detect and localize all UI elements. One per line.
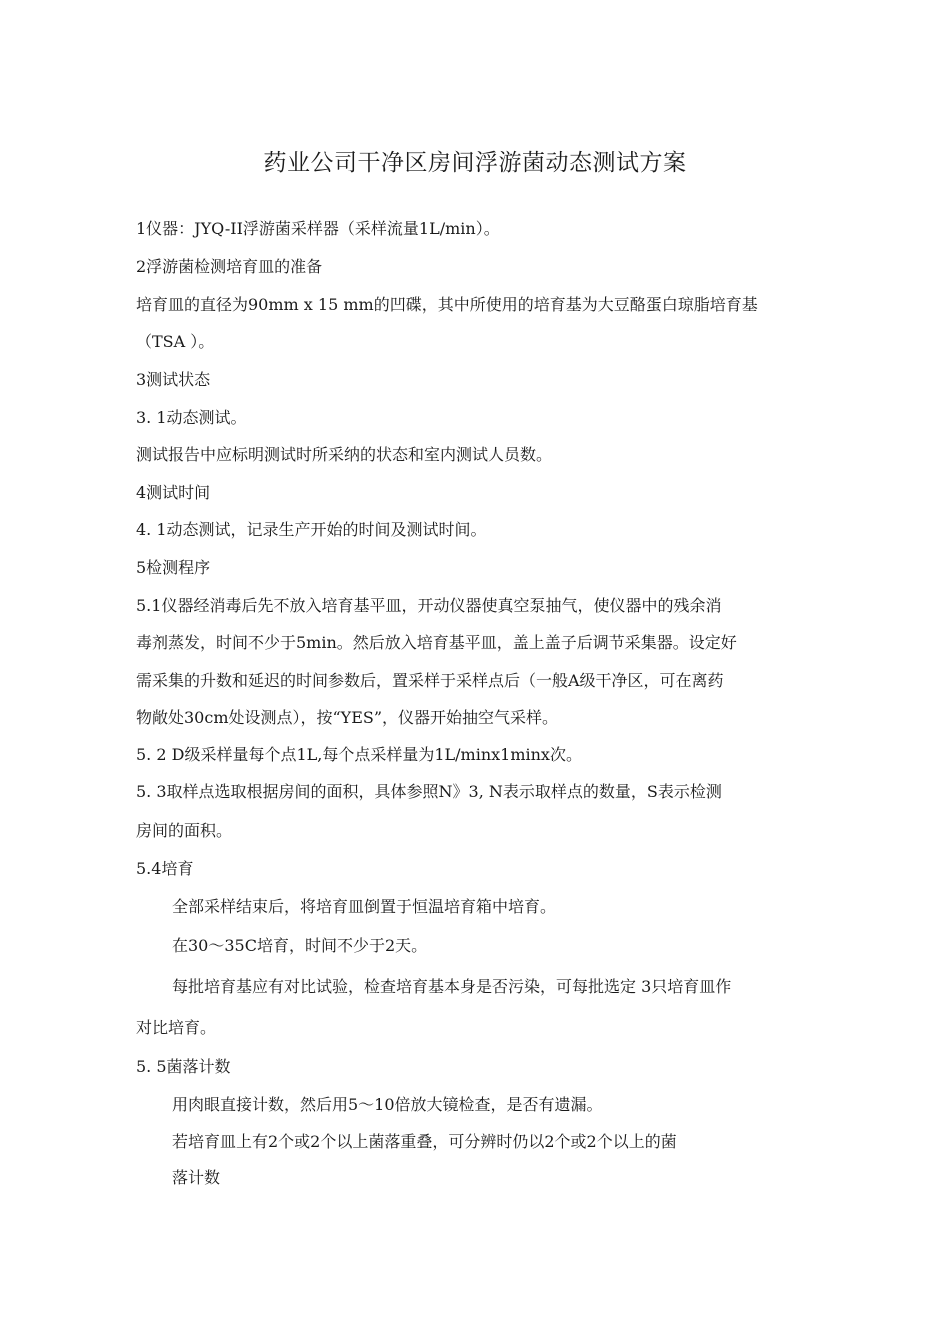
text-line: 测试报告中应标明测试时所采纳的状态和室内测试人员数。 [136,445,553,464]
text-line: 需采集的升数和延迟的时间参数后，置采样于采样点后（一般A级干净区，可在离药 [136,671,724,690]
document-title: 药业公司干净区房间浮游菌动态测试方案 [263,150,687,176]
text-line: （TSA ）。 [136,332,215,351]
text-line: 毒剂蒸发，时间不少于5min。然后放入培育基平皿，盖上盖子后调节采集器。设定好 [136,633,737,652]
text-line: 物敞处30cm处设测点），按“YES”，仪器开始抽空气采样。 [136,708,559,727]
text-line: 用肉眼直接计数，然后用5〜10倍放大镜检查，是否有遗漏。 [172,1095,603,1114]
heading-procedure: 5检测程序 [136,558,211,577]
text-line: 5. 3取样点选取根据房间的面积，具体参照N》3, N表示取样点的数量，S表示检测 [136,782,722,801]
heading-test-state: 3测试状态 [136,370,211,389]
text-line: 4. 1动态测试，记录生产开始的时间及测试时间。 [136,520,487,539]
text-line: 若培育皿上有2个或2个以上菌落重叠，可分辨时仍以2个或2个以上的菌 [172,1132,677,1151]
text-line: 3. 1动态测试。 [136,408,247,427]
heading-dish-preparation: 2浮游菌检测培育皿的准备 [136,257,323,276]
text-line-instrument: 1仪器：JYQ-II浮游菌采样器（采样流量1L/min）。 [136,219,500,238]
text-line: 培育皿的直径为90mm x 15 mm的凹碟，其中所使用的培育基为大豆酪蛋白琼脂培育基 [136,295,758,314]
text-line: 对比培育。 [136,1018,217,1037]
text-line: 落计数 [172,1168,221,1187]
text-line: 每批培育基应有对比试验，检查培育基本身是否污染，可每批选定 3只培育皿作 [172,977,732,996]
heading-test-time: 4测试时间 [136,483,211,502]
text-line: 房间的面积。 [136,821,233,840]
text-line: 全部采样结束后，将培育皿倒置于恒温培育箱中培育。 [172,897,557,916]
heading-incubation: 5.4培育 [136,859,194,878]
text-line: 5. 2 D级采样量每个点1L,每个点采样量为1L/minx1minx次。 [136,745,582,764]
heading-colony-count: 5. 5菌落计数 [136,1057,231,1076]
text-line: 5.1仪器经消毒后先不放入培育基平皿，开动仪器使真空泵抽气，使仪器中的残余消 [136,596,722,615]
text-line: 在30〜35C培育，时间不少于2天。 [172,936,428,955]
